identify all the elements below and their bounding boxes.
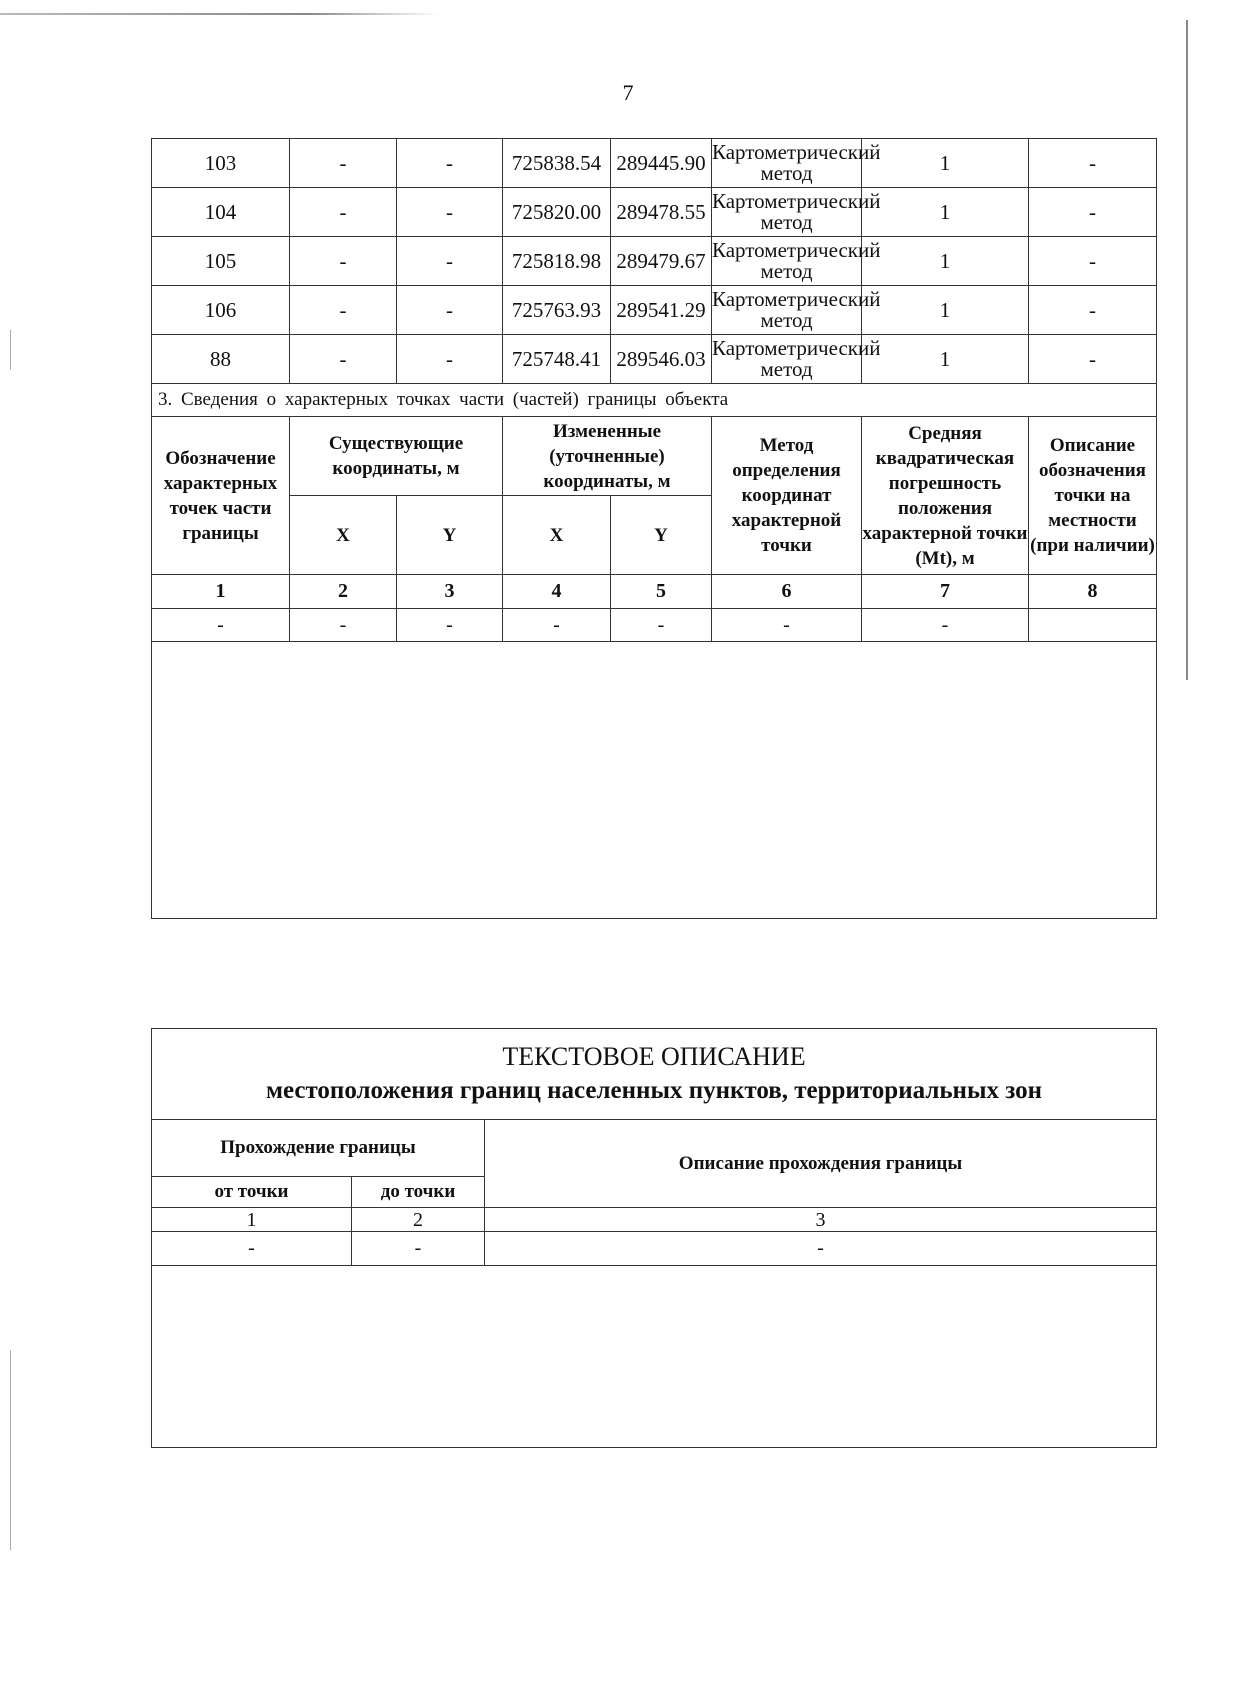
x-changed: 725820.00 [503, 188, 611, 237]
y-changed: 289445.90 [611, 139, 712, 188]
table-row [152, 139, 1157, 188]
table-row [152, 286, 1157, 335]
header-from-point: от точки [152, 1177, 352, 1208]
x-changed: 725748.41 [503, 335, 611, 384]
y-existing: - [397, 335, 503, 384]
column-number: 2 [352, 1208, 485, 1232]
header-existing-coords: Существующие координаты, м [290, 417, 503, 496]
column-number: 3 [485, 1208, 1157, 1232]
header-row [152, 417, 1157, 496]
y-changed: 289541.29 [611, 286, 712, 335]
point-description: - [1029, 286, 1157, 335]
table-cell: - [503, 609, 611, 642]
point-description: - [1029, 335, 1157, 384]
y-existing: - [397, 139, 503, 188]
table-cell: - [862, 609, 1029, 642]
header-changed-coords: Измененные (уточненные) координаты, м [503, 417, 712, 496]
header-x: X [290, 496, 397, 575]
table-cell: - [290, 609, 397, 642]
x-changed: 725838.54 [503, 139, 611, 188]
x-existing: - [290, 335, 397, 384]
point-description: - [1029, 188, 1157, 237]
error-value: 1 [862, 139, 1029, 188]
error-value: 1 [862, 335, 1029, 384]
method: Картометрический метод [712, 286, 862, 335]
y-existing: - [397, 237, 503, 286]
header-point-description: Описание обозначения точки на местности (при наличии) [1029, 417, 1157, 575]
text-description-table [151, 1028, 1157, 1448]
x-existing: - [290, 139, 397, 188]
header-to-point: до точки [352, 1177, 485, 1208]
column-number: 4 [503, 575, 611, 609]
table-cell: - [611, 609, 712, 642]
x-existing: - [290, 286, 397, 335]
column-number: 1 [152, 1208, 352, 1232]
header-y: Y [611, 496, 712, 575]
method: Картометрический метод [712, 335, 862, 384]
points-table [151, 138, 1157, 919]
page-number: 7 [622, 80, 634, 105]
table-row [152, 237, 1157, 286]
method: Картометрический метод [712, 188, 862, 237]
y-changed: 289479.67 [611, 237, 712, 286]
table-row [152, 609, 1157, 642]
x-changed: 725818.98 [503, 237, 611, 286]
x-changed: 725763.93 [503, 286, 611, 335]
table-cell: - [352, 1232, 485, 1266]
empty-area-row [152, 1266, 1157, 1448]
y-existing: - [397, 188, 503, 237]
empty-area [152, 642, 1157, 919]
point-designation: 105 [152, 237, 290, 286]
header-passage-description: Описание прохождения границы [485, 1120, 1157, 1208]
y-changed: 289478.55 [611, 188, 712, 237]
method: Картометрический метод [712, 139, 862, 188]
header-x: X [503, 496, 611, 575]
point-designation: 106 [152, 286, 290, 335]
header-y: Y [397, 496, 503, 575]
scan-artifact-right [1186, 20, 1188, 680]
column-number: 7 [862, 575, 1029, 609]
column-numbers-row [152, 1208, 1157, 1232]
column-number: 5 [611, 575, 712, 609]
title-row [152, 1029, 1157, 1120]
point-designation: 103 [152, 139, 290, 188]
scan-artifact-left [10, 330, 11, 370]
header-point-designation: Обозначение характерных точек части границы [152, 417, 290, 575]
error-value: 1 [862, 188, 1029, 237]
point-designation: 104 [152, 188, 290, 237]
y-changed: 289546.03 [611, 335, 712, 384]
title-cell [152, 1029, 1157, 1120]
section-row [152, 384, 1157, 417]
x-existing: - [290, 188, 397, 237]
scan-artifact-left [10, 1350, 11, 1550]
table-cell [1029, 609, 1157, 642]
column-number: 3 [397, 575, 503, 609]
header-error: Средняя квадратическая погрешность положения характерной точки (Mt), м [862, 417, 1029, 575]
table-cell: - [485, 1232, 1157, 1266]
column-number: 8 [1029, 575, 1157, 609]
method: Картометрический метод [712, 237, 862, 286]
point-designation: 88 [152, 335, 290, 384]
point-description: - [1029, 237, 1157, 286]
section-title: 3. Сведения о характерных точках части (частей) границы объекта [152, 384, 1157, 417]
table-row [152, 335, 1157, 384]
header-row [152, 1120, 1157, 1177]
table-cell: - [152, 609, 290, 642]
point-description: - [1029, 139, 1157, 188]
column-number: 6 [712, 575, 862, 609]
scan-artifact-top [0, 13, 440, 15]
column-numbers-row [152, 575, 1157, 609]
column-number: 1 [152, 575, 290, 609]
column-number: 2 [290, 575, 397, 609]
table-row [152, 188, 1157, 237]
document-title: ТЕКСТОВОЕ ОПИСАНИЕ [502, 1042, 806, 1071]
table-cell: - [397, 609, 503, 642]
header-method: Метод определения координат характерной точки [712, 417, 862, 575]
empty-area [152, 1266, 1157, 1448]
error-value: 1 [862, 286, 1029, 335]
x-existing: - [290, 237, 397, 286]
table-cell: - [152, 1232, 352, 1266]
table-row [152, 1232, 1157, 1266]
table-cell: - [712, 609, 862, 642]
y-existing: - [397, 286, 503, 335]
header-passage: Прохождение границы [152, 1120, 485, 1177]
error-value: 1 [862, 237, 1029, 286]
document-subtitle: местоположения границ населенных пунктов, территориальных зон [265, 1077, 1043, 1104]
empty-area-row [152, 642, 1157, 919]
